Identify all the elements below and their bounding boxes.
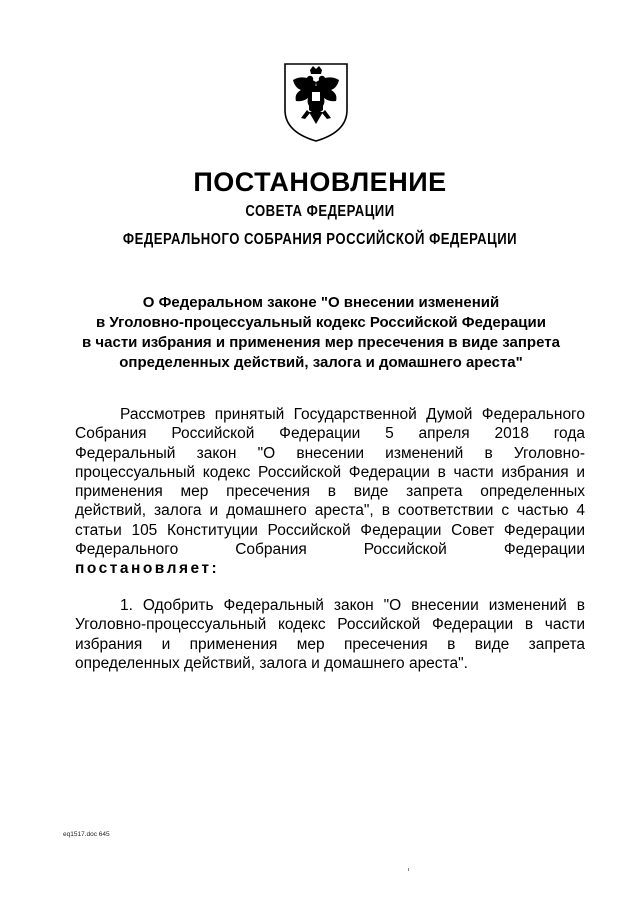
paragraph-line: Рассмотрев принятый Государственной Думой Федерального	[120, 406, 585, 423]
issuer-line-1: СОВЕТА ФЕДЕРАЦИИ	[245, 203, 395, 220]
scan-speck	[408, 868, 409, 871]
document-title: ПОСТАНОВЛЕНИЕ	[193, 167, 447, 197]
paragraph-line: 1. Одобрить Федеральный закон "О внесении изменений в	[120, 597, 585, 614]
resolution-heading	[60, 293, 582, 373]
paragraph-line: процессуальный кодекс Российской Федерации в части избрания и	[75, 463, 585, 481]
paragraph-line: применения мер пресечения в виде запрета определенных	[75, 483, 585, 501]
resolves-word: постановляет:	[75, 560, 220, 578]
issuer-line-2: ФЕДЕРАЛЬНОГО СОБРАНИЯ РОССИЙСКОЙ ФЕДЕРАЦИИ	[122, 231, 518, 248]
paragraph-line: статьи 105 Конституции Российской Федерации Совет Федерации	[75, 521, 585, 539]
heading-line: О Федеральном законе "О внесении изменений	[142, 294, 500, 311]
coat-of-arms-icon	[279, 60, 353, 144]
paragraph-line: Уголовно-процессуальный кодекс Российской Федерации в части	[75, 616, 585, 634]
paragraph-line: действий, залога и домашнего ареста", в соответствии с частью 4	[75, 502, 585, 520]
paragraph-line: определенных действий, залога и домашнего ареста".	[75, 654, 468, 672]
heading-line: определенных действий, залога и домашнего ареста"	[119, 354, 523, 371]
paragraph-line: Собрания Российской Федерации 5 апреля 2018 года	[75, 425, 585, 443]
preamble-paragraph	[75, 405, 585, 579]
heading-line: в части избрания и применения мер пресечения в виде запрета	[82, 334, 560, 351]
heading-line: в Уголовно-процессуальный кодекс Российской Федерации	[96, 314, 546, 331]
paragraph-line: Федерального Собрания Российской Федерации	[75, 541, 585, 559]
document-code: eq1517.doc 645	[63, 831, 110, 838]
resolution-item-1	[75, 596, 585, 673]
paragraph-line: избрания и применения мер пресечения в виде запрета	[75, 635, 585, 653]
paragraph-line: Федеральный закон "О внесении изменений в Уголовно-	[75, 444, 585, 462]
